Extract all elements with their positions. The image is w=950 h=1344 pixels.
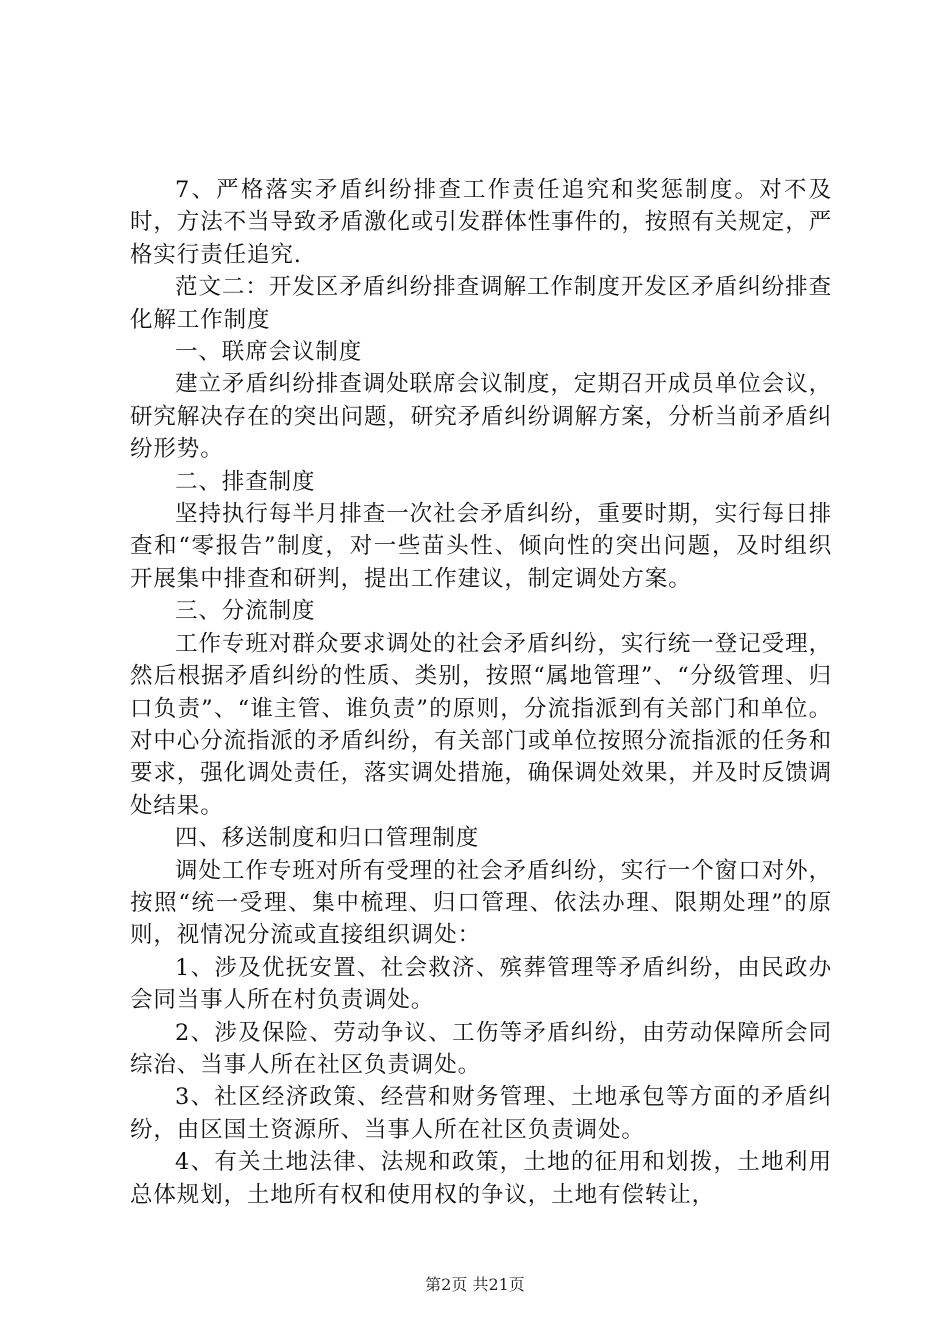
paragraph-item-4: 4、有关土地法律、法规和政策，土地的征用和划拨，土地利用总体规划，土地所有权和使用权的争议，土地有偿转让，	[130, 1149, 832, 1208]
document-body	[130, 174, 832, 1211]
paragraph-sample-two-title: 范文二：开发区矛盾纠纷排查调解工作制度开发区矛盾纠纷排查化解工作制度	[130, 274, 832, 333]
section-heading-transfer: 四、移送制度和归口管理制度	[175, 825, 480, 852]
section-heading-joint-meeting: 一、联席会议制度	[175, 339, 363, 366]
paragraph-investigation: 坚持执行每半月排查一次社会矛盾纠纷，重要时期，实行每日排查和“零报告”制度，对一些苗头性、倾向性的突出问题，及时组织开展集中排查和研判，提出工作建议，制定调处方案。	[130, 501, 832, 592]
paragraph-transfer: 调处工作专班对所有受理的社会矛盾纠纷，实行一个窗口对外，按照“统一受理、集中梳理、归口管理、依法办理、限期处理”的原则，视情况分流或直接组织调处：	[130, 857, 832, 949]
paragraph-item-2: 2、涉及保险、劳动争议、工伤等矛盾纠纷，由劳动保障所会同综治、当事人所在社区负责调处。	[130, 1019, 832, 1078]
section-heading-diversion: 三、分流制度	[175, 598, 316, 625]
paragraph-item-7: 7、严格落实矛盾纠纷排查工作责任追究和奖惩制度。对不及时，方法不当导致矛盾激化或引发群体性事件的，按照有关规定，严格实行责任追究.	[130, 177, 833, 268]
paragraph-diversion: 工作专班对群众要求调处的社会矛盾纠纷，实行统一登记受理，然后根据矛盾纠纷的性质、类别，按照“属地管理”、“分级管理、归口负责”、“谁主管、谁负责”的原则，分流指派到有关部门和单位。对中心分流指派的矛盾纠纷，有关部门或单位按照分流指派的任务和要求，强化调处责任，落实调处措施，确保调处效果，并及时反馈调处结果。	[130, 630, 833, 819]
paragraph-item-1: 1、涉及优抚安置、社会救济、殡葬管理等矛盾纠纷，由民政办会同当事人所在村负责调处。	[130, 954, 832, 1014]
section-heading-investigation: 二、排查制度	[175, 468, 316, 495]
paragraph-joint-meeting: 建立矛盾纠纷排查调处联席会议制度，定期召开成员单位会议，研究解决存在的突出问题，研究矛盾纠纷调解方案，分析当前矛盾纠纷形势。	[130, 371, 833, 463]
page-footer: 第2页 共21页	[425, 1275, 525, 1294]
paragraph-item-3: 3、社区经济政策、经营和财务管理、土地承包等方面的矛盾纠纷，由区国土资源所、当事人所在社区负责调处。	[130, 1084, 832, 1143]
